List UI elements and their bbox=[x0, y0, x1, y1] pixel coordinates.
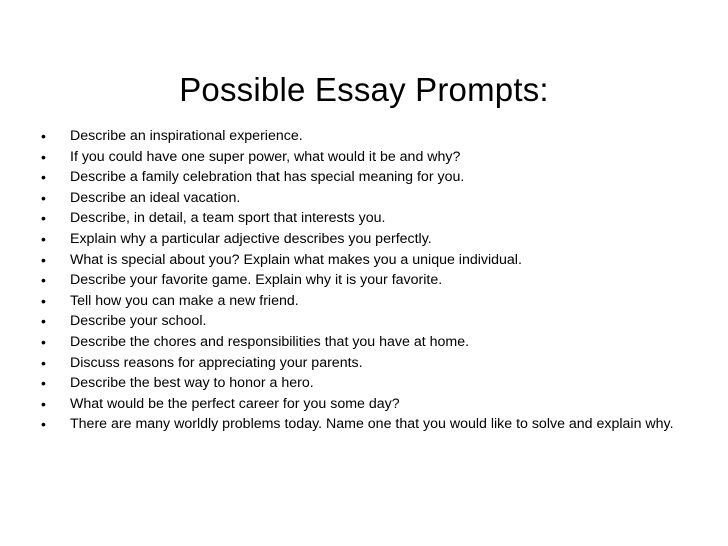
prompt-text: Describe your school. bbox=[70, 313, 207, 330]
prompt-item bbox=[36, 396, 676, 413]
bullet-icon: • bbox=[41, 189, 46, 206]
bullet-icon: • bbox=[41, 333, 46, 350]
prompt-item bbox=[36, 252, 676, 269]
bullet-icon: • bbox=[41, 210, 46, 227]
prompt-text: Tell how you can make a new friend. bbox=[70, 292, 299, 309]
prompt-item bbox=[36, 313, 676, 330]
prompt-text: What would be the perfect career for you some day? bbox=[70, 395, 400, 412]
prompt-text: Explain why a particular adjective describes you perfectly. bbox=[70, 230, 432, 247]
prompt-item bbox=[36, 210, 676, 227]
prompt-item bbox=[36, 231, 676, 248]
bullet-icon: • bbox=[41, 395, 46, 412]
bullet-icon: • bbox=[41, 230, 46, 247]
slide-title: Possible Essay Prompts: bbox=[179, 71, 549, 109]
prompt-text: What is special about you? Explain what makes you a unique individual. bbox=[70, 251, 522, 268]
bullet-icon: • bbox=[41, 416, 46, 433]
prompt-item bbox=[36, 149, 676, 166]
prompt-item bbox=[36, 334, 676, 351]
prompt-item bbox=[36, 293, 676, 310]
bullet-icon: • bbox=[41, 169, 46, 186]
bullet-icon: • bbox=[41, 292, 46, 309]
prompt-text: Describe the best way to honor a hero. bbox=[70, 375, 314, 392]
bullet-icon: • bbox=[41, 375, 46, 392]
bullet-icon: • bbox=[41, 272, 46, 289]
bullet-icon: • bbox=[41, 251, 46, 268]
prompt-item bbox=[36, 169, 676, 186]
prompt-text: There are many worldly problems today. Name one that you would like to solve and explain why. bbox=[70, 416, 674, 433]
bullet-icon: • bbox=[41, 313, 46, 330]
prompt-item bbox=[36, 272, 676, 289]
prompt-item bbox=[36, 375, 676, 392]
prompt-item bbox=[36, 355, 676, 372]
prompt-text: Describe, in detail, a team sport that interests you. bbox=[70, 210, 386, 227]
bullet-icon: • bbox=[41, 148, 46, 165]
prompt-item bbox=[36, 190, 676, 207]
prompt-item bbox=[36, 416, 676, 433]
prompt-text: Describe the chores and responsibilities that you have at home. bbox=[70, 333, 470, 350]
prompt-text: Discuss reasons for appreciating your parents. bbox=[70, 354, 363, 371]
prompt-list bbox=[36, 128, 676, 437]
bullet-icon: • bbox=[41, 128, 46, 144]
prompt-text: Describe an ideal vacation. bbox=[70, 189, 241, 206]
prompt-text: Describe your favorite game. Explain why it is your favorite. bbox=[70, 272, 443, 289]
bullet-icon: • bbox=[41, 354, 46, 371]
prompt-item bbox=[36, 128, 676, 145]
prompt-text: Describe an inspirational experience. bbox=[70, 128, 303, 144]
prompt-text: Describe a family celebration that has special meaning for you. bbox=[70, 169, 465, 186]
prompt-text: If you could have one super power, what would it be and why? bbox=[70, 148, 461, 165]
